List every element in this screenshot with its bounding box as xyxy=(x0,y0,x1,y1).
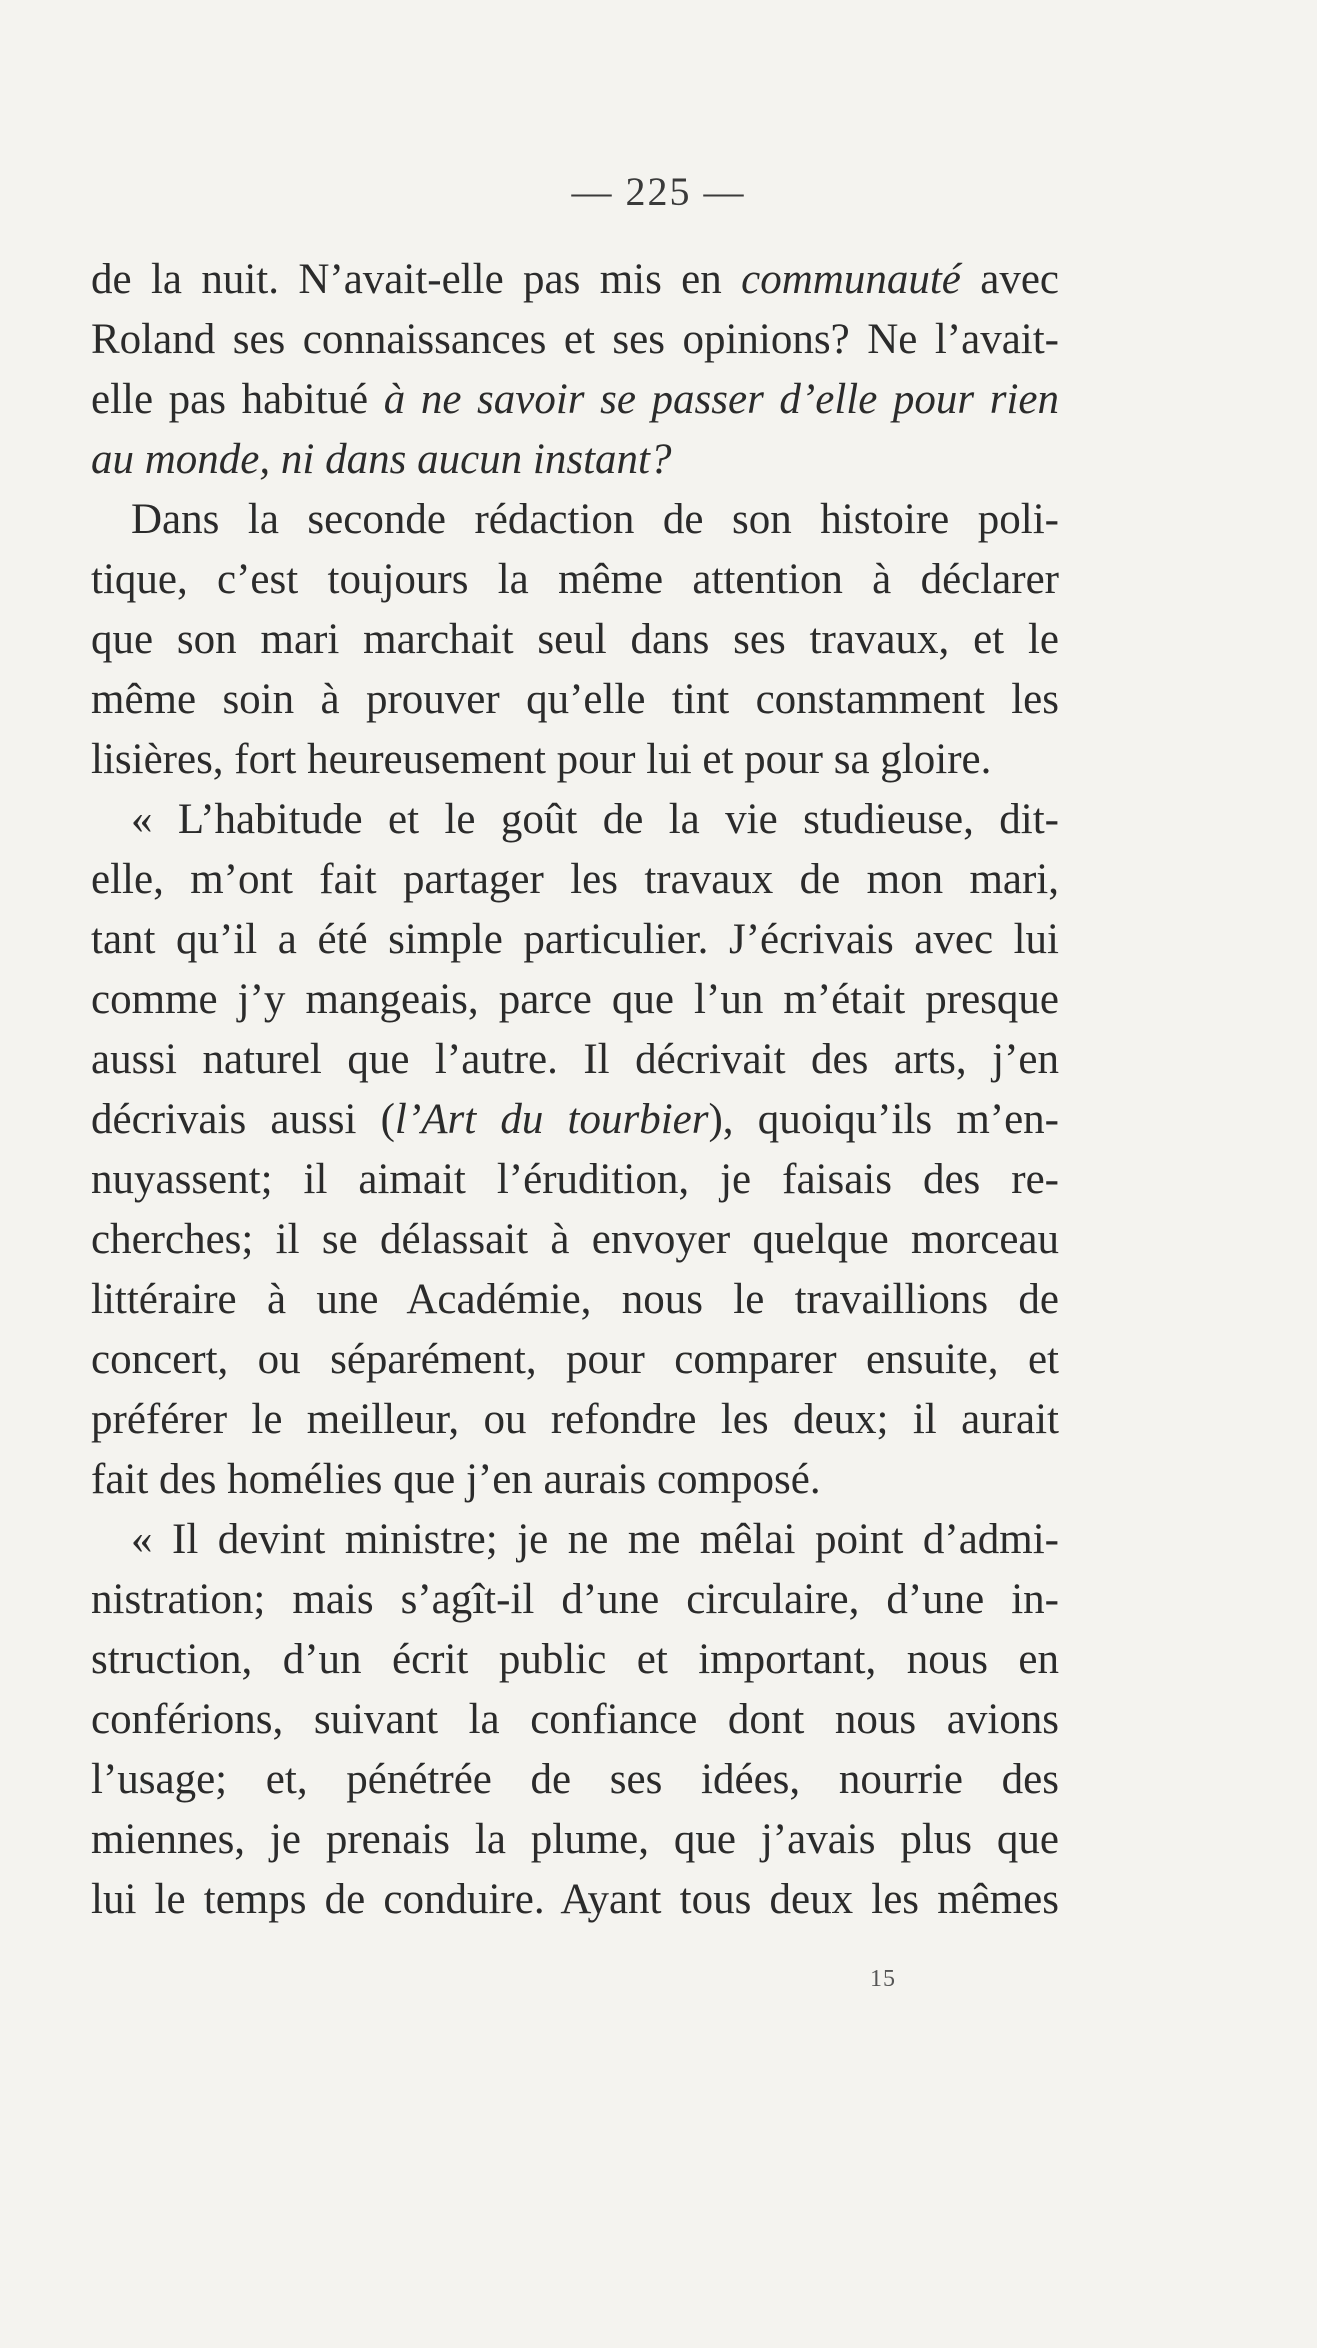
text-line xyxy=(91,370,1059,430)
page-number: — 225 — xyxy=(571,169,746,214)
text-run: que son mari marchait seul dans ses travaux, et le xyxy=(91,616,1059,663)
text-line xyxy=(91,910,1059,970)
text-line xyxy=(91,1570,1059,1630)
text-run: elle pas habitué xyxy=(91,376,384,423)
text-line xyxy=(91,970,1059,1030)
text-run: fait des homélies que j’en aurais composé. xyxy=(91,1456,821,1503)
text-line xyxy=(91,1750,1059,1810)
text-run: nuyassent; il aimait l’érudition, je faisais des re- xyxy=(91,1156,1059,1203)
text-line xyxy=(91,1090,1059,1150)
italic-run: l’Art du tourbier xyxy=(394,1096,709,1143)
text-run: l’usage; et, pénétrée de ses idées, nourrie des xyxy=(91,1756,1059,1803)
text-line xyxy=(91,790,1059,850)
text-run: aussi naturel que l’autre. Il décrivait des arts, j’en xyxy=(91,1036,1059,1083)
text-run: lui le temps de conduire. Ayant tous deux les mêmes xyxy=(91,1876,1059,1923)
text-line xyxy=(91,1510,1059,1570)
text-run: comme j’y mangeais, parce que l’un m’était presque xyxy=(91,976,1059,1023)
text-run: avec xyxy=(960,256,1059,303)
text-line xyxy=(91,1330,1059,1390)
text-line xyxy=(91,1630,1059,1690)
text-run: « Il devint ministre; je ne me mêlai point d’admi- xyxy=(131,1516,1059,1563)
text-line xyxy=(91,1150,1059,1210)
text-line xyxy=(91,310,1059,370)
paragraph xyxy=(91,490,1059,790)
text-run: ), quoiqu’ils m’en- xyxy=(708,1096,1059,1143)
text-run: littéraire à une Académie, nous le travaillions de xyxy=(91,1276,1059,1323)
text-run: Dans la seconde rédaction de son histoire poli- xyxy=(131,496,1059,543)
text-run: décrivais aussi ( xyxy=(91,1096,395,1143)
paragraph xyxy=(91,790,1059,1510)
text-run: conférions, suivant la confiance dont nous avions xyxy=(91,1696,1059,1743)
text-line xyxy=(91,1870,1059,1930)
text-run: concert, ou séparément, pour comparer ensuite, et xyxy=(91,1336,1059,1383)
text-run: tique, c’est toujours la même attention à déclarer xyxy=(91,556,1059,603)
text-line xyxy=(91,1390,1059,1450)
text-line xyxy=(91,1450,1059,1510)
text-line xyxy=(91,1210,1059,1270)
body-text xyxy=(91,250,1059,1930)
text-run: tant qu’il a été simple particulier. J’écrivais avec lui xyxy=(91,916,1059,963)
text-run: « L’habitude et le goût de la vie studieuse, dit- xyxy=(131,796,1059,843)
text-line xyxy=(91,430,1059,490)
text-line xyxy=(91,250,1059,310)
text-line xyxy=(91,670,1059,730)
italic-run: communauté xyxy=(741,256,961,303)
text-run: cherches; il se délassait à envoyer quelque morceau xyxy=(91,1216,1059,1263)
text-run: struction, d’un écrit public et important, nous en xyxy=(91,1636,1059,1683)
italic-run: au monde, ni dans aucun instant? xyxy=(91,436,672,483)
text-line xyxy=(91,550,1059,610)
text-run: miennes, je prenais la plume, que j’avais plus que xyxy=(91,1816,1059,1863)
printer-signature-mark: 15 xyxy=(870,1966,896,1992)
text-line xyxy=(91,1810,1059,1870)
text-line xyxy=(91,490,1059,550)
text-run: nistration; mais s’agît-il d’une circulaire, d’une in- xyxy=(91,1576,1059,1623)
text-run: lisières, fort heureusement pour lui et pour sa gloire. xyxy=(91,736,992,783)
text-run: Roland ses connaissances et ses opinions? Ne l’avait- xyxy=(91,316,1059,363)
paragraph xyxy=(91,1510,1059,1930)
text-line xyxy=(91,1690,1059,1750)
italic-run: à ne savoir se passer d’elle pour rien xyxy=(383,376,1060,423)
text-run: même soin à prouver qu’elle tint constamment les xyxy=(91,676,1059,723)
text-run: elle, m’ont fait partager les travaux de mon mari, xyxy=(91,856,1059,903)
paragraph xyxy=(91,250,1059,490)
text-line xyxy=(91,610,1059,670)
text-line xyxy=(91,850,1059,910)
text-run: préférer le meilleur, ou refondre les deux; il aurait xyxy=(91,1396,1059,1443)
text-line xyxy=(91,1270,1059,1330)
text-line xyxy=(91,730,1059,790)
text-run: de la nuit. N’avait-elle pas mis en xyxy=(91,256,742,303)
text-line xyxy=(91,1030,1059,1090)
